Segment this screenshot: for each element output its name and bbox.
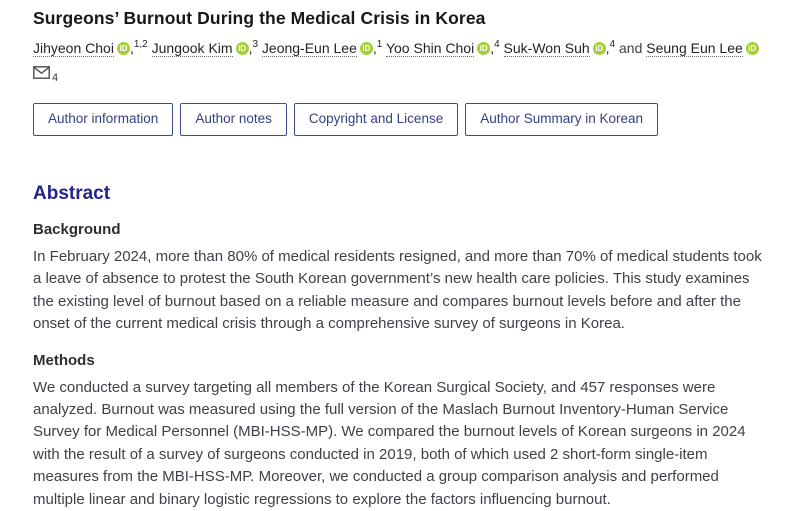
orcid-icon[interactable]: iD [236, 42, 249, 55]
affiliation-superscript: 3 [252, 39, 259, 50]
affiliation-superscript: 4 [609, 39, 616, 50]
abstract-heading: Abstract [33, 183, 111, 204]
author [152, 40, 258, 56]
author [504, 40, 616, 56]
orcid-icon[interactable]: iD [477, 42, 490, 55]
background-text: In February 2024, more than 80% of medical residents resigned, and more than 70% of medical students took a leave of absence to protest the South Korean government’s new health care policies. This study examines the existing level of burnout based on a reliable measure and compares burnout levels before and after the onset of the current medical crisis through a comprehensive survey of surgeons in Korea. [33, 248, 762, 333]
corresponding-affiliation-number: 4 [52, 72, 59, 84]
article-buttons [33, 103, 772, 136]
envelope-icon[interactable] [33, 66, 50, 84]
author [386, 40, 500, 56]
article-button-author-notes[interactable]: Author notes [180, 103, 287, 136]
affiliation-superscript: 1 [376, 39, 383, 50]
author-link[interactable]: Suk-Won Suh [503, 40, 590, 56]
article-button-copyright-and-license[interactable]: Copyright and License [294, 103, 458, 136]
orcid-icon[interactable]: iD [117, 42, 130, 55]
author-link[interactable]: Jeong-Eun Lee [261, 40, 357, 56]
author-link[interactable]: Yoo Shin Choi [385, 40, 475, 56]
author-link[interactable]: Seung Eun Lee [646, 40, 743, 56]
background-heading: Background [33, 221, 121, 238]
orcid-icon[interactable]: iD [593, 42, 606, 55]
author-separator: , [372, 40, 377, 56]
article-button-author-summary-in-korean[interactable]: Author Summary in Korean [465, 103, 658, 136]
author [262, 40, 382, 56]
author [646, 40, 759, 56]
orcid-icon[interactable]: iD [746, 42, 759, 55]
affiliation-superscript: 4 [494, 39, 500, 50]
author-separator: , [129, 40, 134, 56]
orcid-icon[interactable]: iD [360, 42, 373, 55]
author-link[interactable]: Jungook Kim [151, 40, 233, 56]
author-separator: , [248, 40, 253, 56]
author-conjunction: and [619, 40, 647, 56]
article-button-author-information[interactable]: Author information [33, 103, 173, 136]
author [33, 40, 148, 56]
author-link[interactable]: Jihyeon Choi [33, 40, 114, 56]
methods-heading: Methods [33, 351, 95, 369]
author-separator: , [490, 40, 495, 56]
corresponding-author-row [33, 66, 772, 84]
article-title: Surgeons’ Burnout During the Medical Crisis in Korea [33, 8, 486, 28]
author-list [33, 38, 772, 59]
methods-text: We conducted a survey targeting all members of the Korean Surgical Society, and 457 responses were analyzed. Burnout was measured using the full version of the Maslach Burnout Inventory-Human Service Survey for Medical Personnel (MBI-HSS-MP). We compared the burnout levels of Korean surgeons in 2024 with the result of a survey of surgeons conducted in 2019, both of which used 2 short-form single-item measures from the MBI-HSS-MP. Moreover, we conducted a group comparison analysis and performed multiple linear and binary logistic regressions to explore the factors influencing burnout. [33, 378, 746, 508]
affiliation-superscript: 1,2 [133, 39, 148, 50]
author-separator: , [605, 40, 610, 56]
